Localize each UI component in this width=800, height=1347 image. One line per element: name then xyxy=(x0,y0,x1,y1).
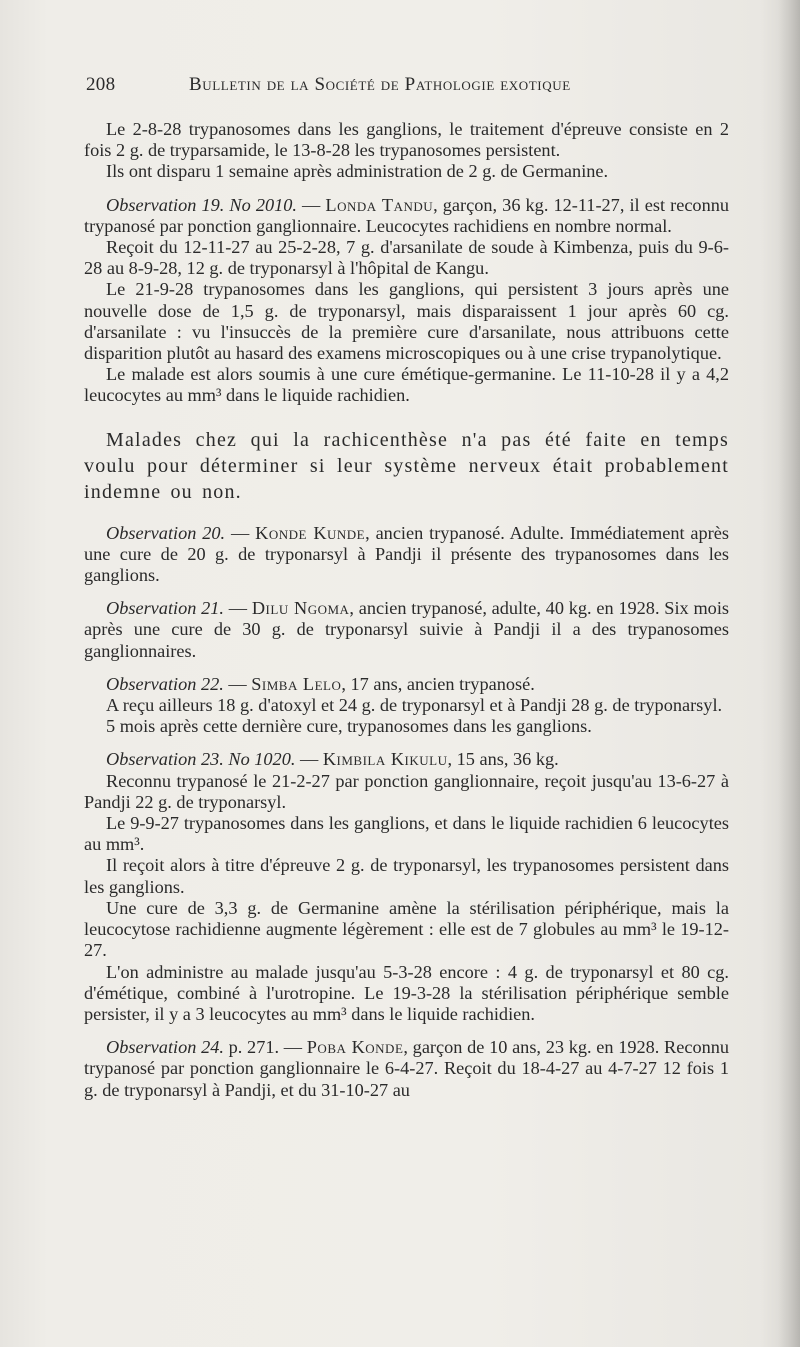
dash: — xyxy=(296,194,326,215)
paragraph: Le 2-8-28 trypanosomes dans les ganglions, le traitement d'épreuve consiste en 2 fois 2 g. de tryparsamide, le 13-8-28 les trypanosomes persistent. xyxy=(84,119,729,161)
observation-23 xyxy=(84,749,729,770)
paragraph: Il reçoit alors à titre d'épreuve 2 g. de tryponarsyl, les trypanosomes persistent dans les ganglions. xyxy=(84,855,729,897)
patient-name: Poba Konde xyxy=(306,1037,404,1058)
observation-text: , 17 ans, ancien trypanosé. xyxy=(341,673,535,694)
observation-label: Observation 23. No 1020. xyxy=(106,749,296,770)
observation-text: , garçon de 10 ans, 23 kg. en 1928. Reconnu trypanosé par ponction ganglionnaire le 6-4-27. Reçoit du 18-4-27 au 4-7-27 12 fois 1 g. de tryponarsyl à Pandji, et du 31-10-27 au xyxy=(84,1037,730,1100)
observation-24 xyxy=(84,1037,729,1101)
section-heading: Malades chez qui la rachicenthèse n'a pas été faite en temps voulu pour déterminer si leur système nerveux était probablement indemne ou non. xyxy=(84,428,729,503)
paragraph: Une cure de 3,3 g. de Germanine amène la stérilisation périphérique, mais la leucocytose rachidienne augmente légèrement : elle est de 7 globules au mm³ le 19-12-27. xyxy=(84,897,729,961)
patient-name: Dilu Ngoma xyxy=(251,598,350,619)
paragraph: Reconnu trypanosé le 21-2-27 par ponction ganglionnaire, reçoit jusqu'au 13-6-27 à Pandji 22 g. de tryponarsyl. xyxy=(84,770,729,812)
observation-label: Observation 19. No 2010. xyxy=(106,194,297,215)
paragraph: Ils ont disparu 1 semaine après administration de 2 g. de Germanine. xyxy=(106,161,609,182)
page-header xyxy=(86,74,726,102)
patient-name: Simba Lelo xyxy=(251,673,342,694)
observation-label: Observation 20. xyxy=(106,522,226,543)
paragraph: Le malade est alors soumis à une cure émétique-germanine. Le 11-10-28 il y a 4,2 leucocytes au mm³ dans le liquide rachidien. xyxy=(84,364,729,406)
dash: — xyxy=(224,598,252,619)
patient-name: Konde Kunde xyxy=(255,522,366,543)
page-number: 208 xyxy=(86,74,116,95)
observation-text: , garçon, 36 kg. 12-11-27, il est reconnu trypanosé par ponction ganglionnaire. Leucocytes rachidiens en nombre normal. xyxy=(84,194,729,236)
observation-text: , 15 ans, 36 kg. xyxy=(447,749,559,770)
paragraph: Le 9-9-27 trypanosomes dans les ganglions, et dans le liquide rachidien 6 leucocytes au mm³. xyxy=(84,813,729,855)
paragraph: A reçu ailleurs 18 g. d'atoxyl et 24 g. de tryponarsyl et à Pandji 28 g. de tryponarsyl. xyxy=(106,695,723,716)
observation-21 xyxy=(84,598,729,662)
binding-shadow xyxy=(778,0,800,1347)
observation-label: Observation 21. xyxy=(106,598,225,619)
patient-name: Londa Tandu xyxy=(325,194,434,215)
observation-22 xyxy=(84,674,729,695)
observation-19 xyxy=(84,195,729,237)
dash: — xyxy=(279,1037,307,1058)
observation-label: Observation 24. xyxy=(106,1037,224,1058)
dash: — xyxy=(295,749,323,770)
running-title: Bulletin de la Société de Pathologie exotique xyxy=(189,74,571,95)
observation-label: Observation 22. xyxy=(106,673,224,694)
dash: — xyxy=(223,673,252,694)
dash: — xyxy=(225,522,256,543)
observation-text: , ancien trypanosé. Adulte. Immédiatement après une cure de 20 g. de tryponarsyl à Pandji il présente des trypanosomes dans les ganglions. xyxy=(84,522,729,586)
paragraph: L'on administre au malade jusqu'au 5-3-28 encore : 4 g. de tryponarsyl et 80 cg. d'émétique, combiné à l'urotropine. Le 19-3-28 la stérilisation périphérique semble persister, il y a 3 leucocytes au mm³ dans le liquide rachidien. xyxy=(84,961,729,1024)
body-text xyxy=(84,119,729,1101)
patient-name: Kimbila Kikulu xyxy=(322,749,448,770)
paragraph: Le 21-9-28 trypanosomes dans les ganglions, qui persistent 3 jours après une nouvelle dose de 1,5 g. de tryponarsyl, mais disparaissent 1 jour après 60 cg. d'arsanilate : vu l'insuccès de la première cure d'arsanilate, nous attribuons cette disparition plutôt au hasard des examens microscopiques ou à une crise trypanolytique. xyxy=(84,279,729,364)
paragraph: 5 mois après cette dernière cure, trypanosomes dans les ganglions. xyxy=(106,716,592,737)
observation-20 xyxy=(84,523,729,587)
observation-text: , ancien trypanosé, adulte, 40 kg. en 1928. Six mois après une cure de 30 g. de tryponarsyl suivie à Pandji il a des trypanosomes ganglionnaires. xyxy=(84,598,730,661)
page-reference: p. 271. xyxy=(223,1037,280,1058)
paragraph: Reçoit du 12-11-27 au 25-2-28, 7 g. d'arsanilate de soude à Kimbenza, puis du 9-6-28 au 8-9-28, 12 g. de tryponarsyl à l'hôpital de Kangu. xyxy=(84,237,729,279)
